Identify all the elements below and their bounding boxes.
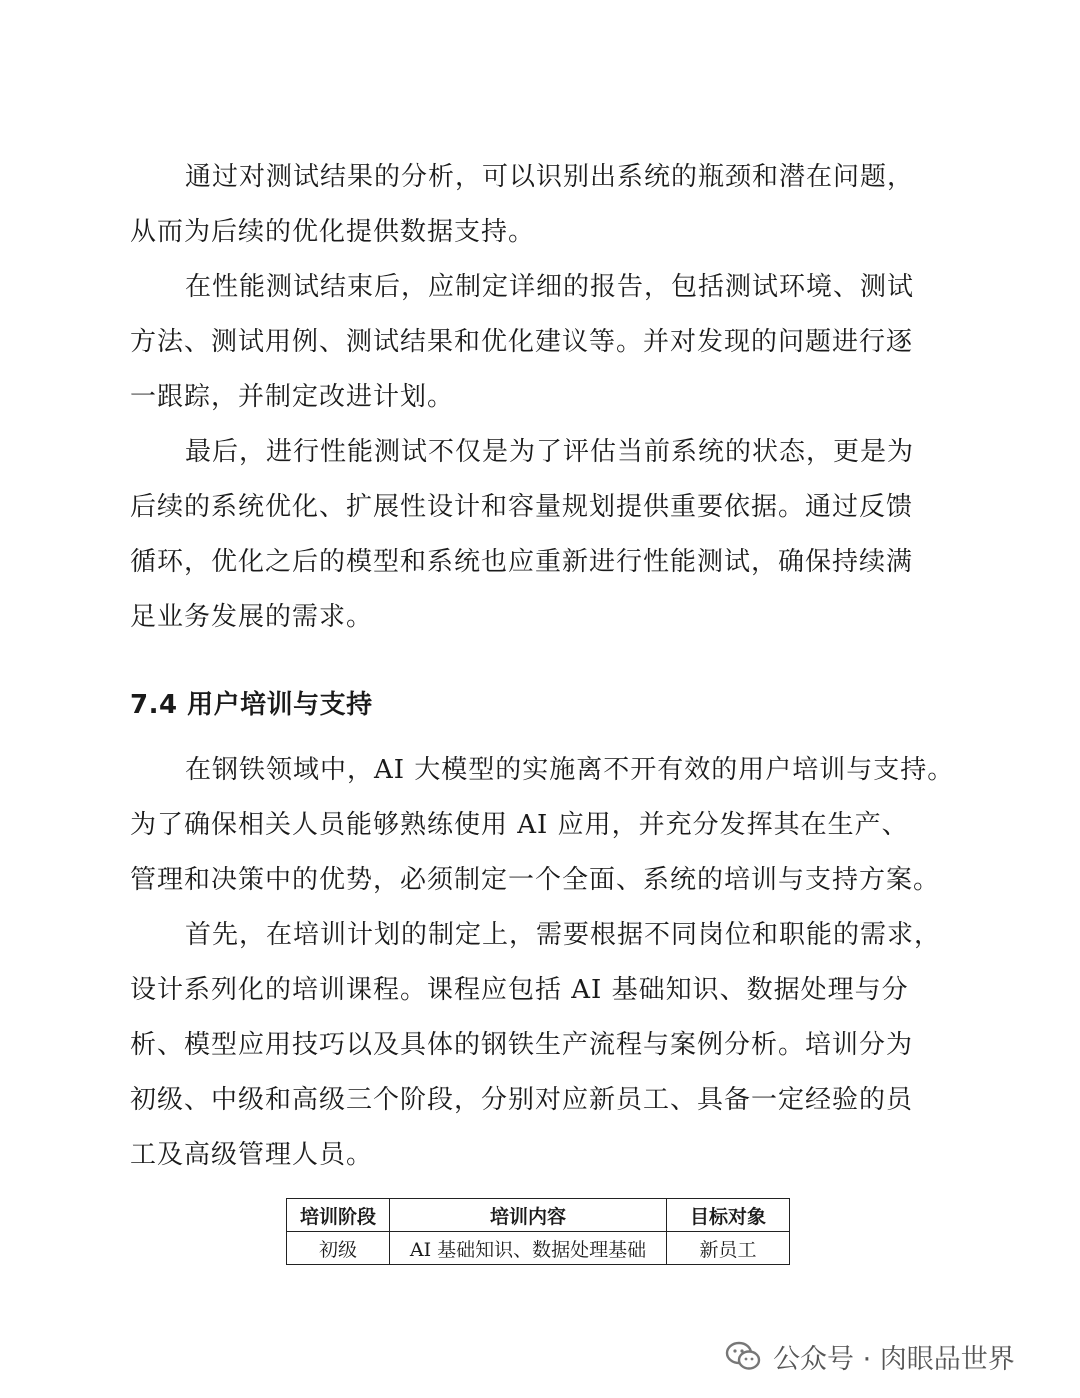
- table-header-cell: 培训内容: [390, 1199, 667, 1232]
- text-line: 通过对测试结果的分析，可以识别出系统的瓶颈和潜在问题，: [185, 162, 915, 192]
- document-body: [130, 150, 980, 1183]
- table-header-cell: 培训阶段: [287, 1199, 390, 1232]
- text-line: 一跟踪，并制定改进计划。: [130, 382, 455, 412]
- text-line: 足业务发展的需求。: [130, 602, 374, 632]
- wechat-icon: [725, 1341, 761, 1371]
- paragraph: [130, 260, 980, 425]
- paragraphs-before: [130, 150, 980, 645]
- training-table: [286, 1198, 790, 1265]
- table-cell: AI 基础知识、数据处理基础: [390, 1232, 667, 1265]
- wechat-footer: [725, 1336, 1015, 1376]
- paragraph: [130, 743, 980, 908]
- text-line: 为了确保相关人员能够熟练使用 AI 应用，并充分发挥其在生产、: [130, 810, 909, 840]
- table-cell: 新员工: [667, 1232, 790, 1265]
- table-header-row: [287, 1199, 790, 1232]
- text-line: 方法、测试用例、测试结果和优化建议等。并对发现的问题进行逐: [130, 327, 914, 357]
- paragraphs-after: [130, 743, 980, 1183]
- text-line: 析、模型应用技巧以及具体的钢铁生产流程与案例分析。培训分为: [130, 1030, 914, 1060]
- section-heading: 7.4 用户培训与支持: [130, 690, 373, 720]
- text-line: 设计系列化的培训课程。课程应包括 AI 基础知识、数据处理与分: [130, 975, 909, 1005]
- table-cell: 初级: [287, 1232, 390, 1265]
- text-line: 后续的系统优化、扩展性设计和容量规划提供重要依据。通过反馈: [130, 492, 914, 522]
- text-line: 循环，优化之后的模型和系统也应重新进行性能测试，确保持续满: [130, 547, 914, 577]
- text-line: 在钢铁领域中，AI 大模型的实施离不开有效的用户培训与支持。: [185, 755, 955, 785]
- paragraph: [130, 425, 980, 645]
- table-row: [287, 1232, 790, 1265]
- text-line: 从而为后续的优化提供数据支持。: [130, 217, 536, 247]
- footer-text: 公众号 · 肉眼品世界: [773, 1343, 1015, 1375]
- text-line: 管理和决策中的优势，必须制定一个全面、系统的培训与支持方案。: [130, 865, 941, 895]
- text-line: 工及高级管理人员。: [130, 1140, 374, 1170]
- table-header-cell: 目标对象: [667, 1199, 790, 1232]
- paragraph: [130, 908, 980, 1183]
- text-line: 最后，进行性能测试不仅是为了评估当前系统的状态，更是为: [185, 437, 915, 467]
- paragraph: [130, 150, 980, 260]
- text-line: 在性能测试结束后，应制定详细的报告，包括测试环境、测试: [185, 272, 915, 302]
- text-line: 初级、中级和高级三个阶段，分别对应新员工、具备一定经验的员: [130, 1085, 914, 1115]
- text-line: 首先，在培训计划的制定上，需要根据不同岗位和职能的需求，: [185, 920, 942, 950]
